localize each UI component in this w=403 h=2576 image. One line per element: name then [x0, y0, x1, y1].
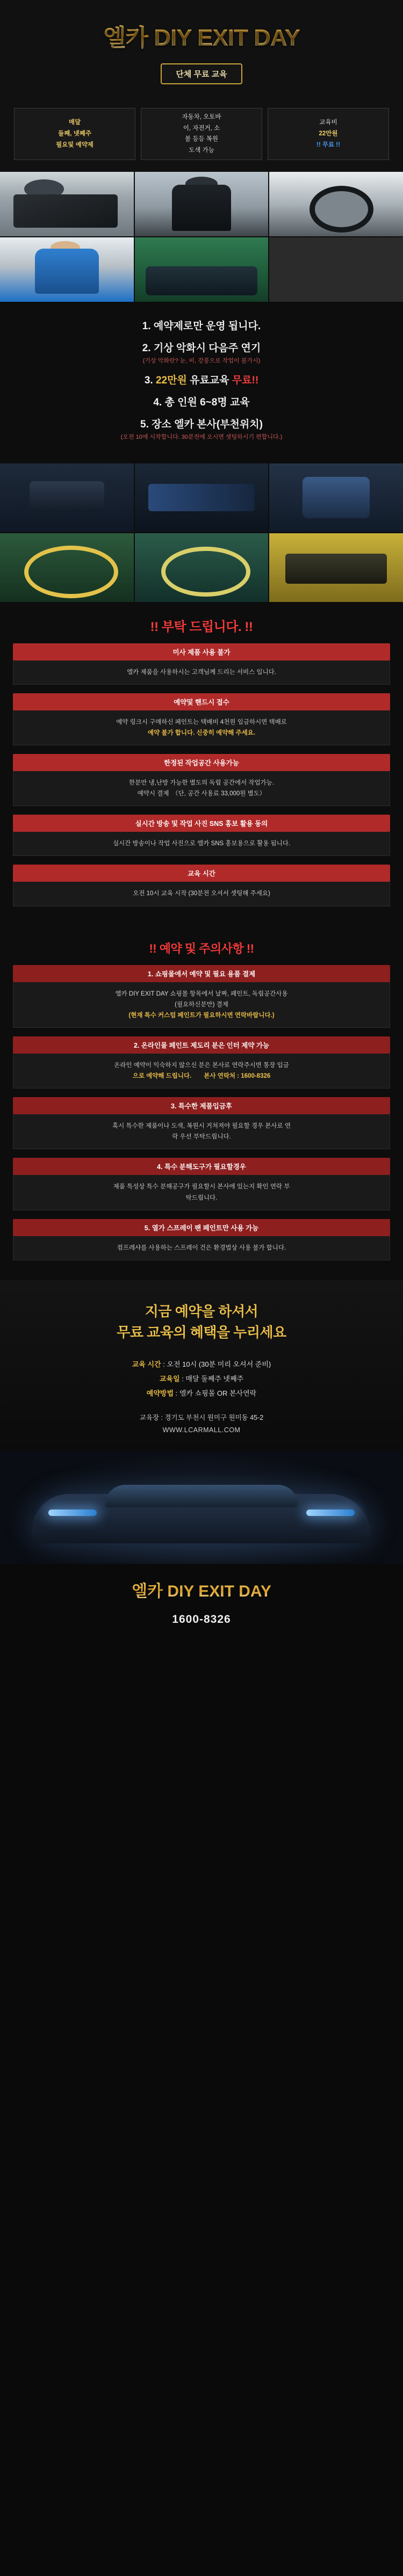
request-block-4-head: 실시간 방송 및 작업 사진 SNS 홍보 활용 동의 [13, 815, 390, 832]
notice-item-3-num: 3. [144, 374, 153, 386]
cta-info-date-value: : 매달 둘째주 넷째주 [182, 1375, 244, 1383]
request-section-title: !! 부탁 드립니다. !! [150, 619, 253, 634]
booking-block-5-head: 5. 열가 스프레이 팬 페인트만 사용 가능 [13, 1219, 390, 1236]
notice-item-5-num: 5. [140, 418, 149, 430]
booking-block-1-head: 1. 쇼핑몰에서 예약 및 필요 용품 결제 [13, 965, 390, 982]
booking-block-2-line1: 온라인 예약이 익숙하지 않으신 분은 본사로 연락주시면 통장 입금 [114, 1062, 289, 1069]
feature-schedule-line1: 매달 [68, 119, 81, 126]
booking-block-3-line1: 혹시 특수한 제품이나 도색, 복원시 거쳐져야 필요할 경우 본사로 연 [112, 1123, 291, 1130]
photo-car-key [0, 463, 134, 532]
request-block-3-body [13, 771, 390, 806]
cta-info-time [11, 1357, 392, 1372]
booking-block-5-body: 컴프레샤를 사용하는 스프레이 건은 환경법상 사용 불가 합니다. [13, 1236, 390, 1260]
cta-headline-line1: 지금 예약을 하셔서 [145, 1303, 258, 1319]
booking-block-5 [13, 1219, 390, 1260]
cta-address-label: 교육장 [139, 1413, 159, 1421]
notice-list [0, 302, 403, 463]
cta-info-time-value: : 오전 10시 (30분 미리 오셔서 준비) [163, 1360, 271, 1368]
booking-block-2-head: 2. 온라인몰 페인트 제도리 분은 인터 제약 가능 [13, 1036, 390, 1054]
photo-green-workshop [135, 237, 269, 302]
notice-item-1-num: 1. [142, 320, 151, 332]
booking-block-3-head: 3. 특수한 제품입금후 [13, 1097, 390, 1114]
booking-block-4 [13, 1158, 390, 1210]
photo-garage-work [0, 172, 134, 236]
photo-hand-part [269, 463, 403, 532]
booking-blocks [0, 965, 403, 1280]
car-headlight-right [306, 1510, 355, 1516]
notice-item-4-num: 4. [153, 396, 162, 408]
feature-price-label: 교육비 [319, 119, 337, 126]
booking-block-3-body [13, 1114, 390, 1149]
cta-info-date-key: 교육일 [159, 1375, 180, 1383]
cta-address-value: : 경기도 부천시 원미구 원미동 45-2 [161, 1413, 264, 1421]
photo-wheel-detail [269, 172, 403, 236]
notice-item-2-sub: (기상 악화란? 눈, 비, 강풍으로 작업이 불가시) [142, 357, 261, 364]
booking-block-1-line2: (필요하신분만) 결제 [175, 1001, 228, 1008]
request-block-4-body: 실시간 방송이나 작업 사진으로 엘카 SNS 홍보용으로 활용 됩니다. [13, 832, 390, 856]
cta-info-method-key: 예약방법 [146, 1389, 174, 1398]
feature-vehicles-line4: 도색 가능 [189, 147, 214, 154]
notice-item-1 [11, 318, 392, 332]
notice-item-5-sub: (오전 10에 시작합니다. 30분전에 오시면 셋팅하시기 편합니다.) [120, 433, 283, 440]
request-block-3-line1: 한분만 냉,난방 가능한 별도의 독립 공간에서 작업가능. [129, 780, 274, 787]
cta-headline [11, 1301, 392, 1343]
notice-item-4-text: 총 인원 6~8명 교육 [164, 396, 250, 408]
request-block-3 [13, 754, 390, 806]
feature-schedule [14, 108, 135, 160]
feature-vehicles [141, 108, 262, 160]
cta-headline-line2: 무료 교육의 혜택을 누리세요 [117, 1324, 286, 1340]
car-windshield-shape [105, 1485, 298, 1507]
booking-block-1 [13, 965, 390, 1028]
request-block-2-line1: 예약 링크시 구매하신 페인트는 택배비 4천원 입금하시면 택배로 [116, 719, 287, 725]
feature-price [268, 108, 389, 160]
request-blocks [0, 643, 403, 926]
request-block-1-body: 엘카 제품을 사용하시는 고객님께 드리는 서비스 입니다. [13, 661, 390, 685]
notice-item-3-price: 22만원 [155, 374, 187, 386]
photo-car-hero [0, 1451, 403, 1564]
car-headlight-left [48, 1510, 97, 1516]
request-block-3-line2: 예약시 결제 （단, 공간 사용료 33,000원 별도） [137, 790, 266, 797]
notice-item-3-free: 무료!! [232, 374, 259, 386]
request-block-1 [13, 643, 390, 685]
booking-block-3-line2: 락 우선 부탁드립니다. [172, 1134, 231, 1141]
notice-item-4 [11, 394, 392, 409]
cta-section [0, 1280, 403, 1451]
notice-item-1-text: 예약제로만 운영 됩니다. [153, 320, 261, 332]
booking-block-3 [13, 1097, 390, 1149]
photo-spray-booth [269, 237, 403, 302]
booking-block-1-line3: (현재 특수 커스텀 페인트가 필요하시면 연락바랍니다.) [128, 1012, 275, 1019]
page-title: 엘카 DIY EXIT DAY [0, 18, 403, 53]
footer-brand: 엘카 DIY EXIT DAY [0, 1578, 403, 1601]
cta-info-method [11, 1386, 392, 1401]
booking-block-4-body [13, 1175, 390, 1210]
request-block-2 [13, 693, 390, 745]
booking-block-1-body [13, 982, 390, 1028]
request-block-3-head: 한정된 작업공간 사용가능 [13, 754, 390, 771]
hero-section [0, 0, 403, 94]
notice-item-3 [11, 372, 392, 387]
photo-grid-top [0, 172, 403, 302]
photo-green-rings [135, 533, 269, 602]
notice-item-2 [11, 340, 392, 365]
booking-block-2-line2: 으로 예약해 드립니다. 본사 연락처 : 1600-8326 [132, 1073, 271, 1080]
request-block-4 [13, 815, 390, 856]
booking-block-2 [13, 1036, 390, 1089]
feature-schedule-line2: 둘째, 넷째주 [58, 130, 91, 137]
footer-phone[interactable]: 1600-8326 [172, 1613, 231, 1626]
free-training-badge: 단체 무료 교육 [161, 63, 242, 84]
request-block-2-body [13, 710, 390, 745]
feature-price-free: !! 무료 !! [316, 141, 340, 148]
notice-item-5-text: 장소 엘카 본사(부천위치) [152, 418, 263, 430]
badge-row [0, 63, 403, 84]
request-block-2-head: 예약및 핸드시 접수 [13, 693, 390, 710]
photo-yellow-tool [269, 533, 403, 602]
notice-item-3-mid: 유료교육 [186, 374, 232, 386]
feature-schedule-line3: 필요및 예약제 [56, 141, 93, 148]
feature-price-amount: 22만원 [319, 130, 338, 137]
request-block-2-line2: 예약 불가 합니다. 신중히 예약해 주세요. [147, 729, 256, 736]
cta-info-method-value: : 엘카 쇼핑몰 OR 본사연락 [175, 1389, 257, 1398]
booking-section-title: !! 예약 및 주의사항 !! [149, 941, 254, 955]
photo-blue-panel [0, 237, 134, 302]
feature-vehicles-line1: 자동차, 오토바 [182, 114, 221, 120]
booking-block-2-body [13, 1054, 390, 1089]
request-block-5-body: 오전 10시 교육 시작 (30분전 오셔서 셋팅해 주세요) [13, 882, 390, 906]
photo-worker-sanding [135, 172, 269, 236]
booking-block-4-head: 4. 특수 분해도구가 필요할경우 [13, 1158, 390, 1175]
photo-yellow-rings [0, 533, 134, 602]
feature-vehicles-line2: 이, 자전거, 소 [183, 125, 220, 132]
notice-item-2-text: 기상 악화시 다음주 연기 [153, 342, 261, 354]
cta-info-date [11, 1372, 392, 1386]
photo-grid-parts [0, 463, 403, 602]
photo-blue-parts [135, 463, 269, 532]
cta-address [11, 1412, 392, 1438]
cta-info-time-key: 교육 시간 [132, 1360, 161, 1368]
cta-website[interactable]: WWW.LCARMALL.COM [162, 1426, 241, 1434]
request-block-1-head: 미사 제품 사용 불가 [13, 643, 390, 661]
footer-section [0, 1564, 403, 1644]
booking-block-4-line1: 제품 특성상 특수 분해공구가 필요할시 본사에 있는지 확인 연락 부 [113, 1184, 290, 1191]
request-block-5 [13, 865, 390, 906]
cta-info [11, 1357, 392, 1401]
request-block-5-head: 교육 시간 [13, 865, 390, 882]
notice-item-5 [11, 416, 392, 441]
feature-boxes [0, 94, 403, 172]
booking-block-1-line1: 엘카 DIY EXIT DAY 쇼핑몰 항목에서 날짜, 페인트, 독립공간사용 [115, 990, 288, 997]
notice-item-2-num: 2. [142, 342, 151, 354]
booking-block-4-line2: 탁드립니다. [185, 1194, 218, 1201]
feature-vehicles-line3: 불 등등 복원 [185, 136, 218, 143]
